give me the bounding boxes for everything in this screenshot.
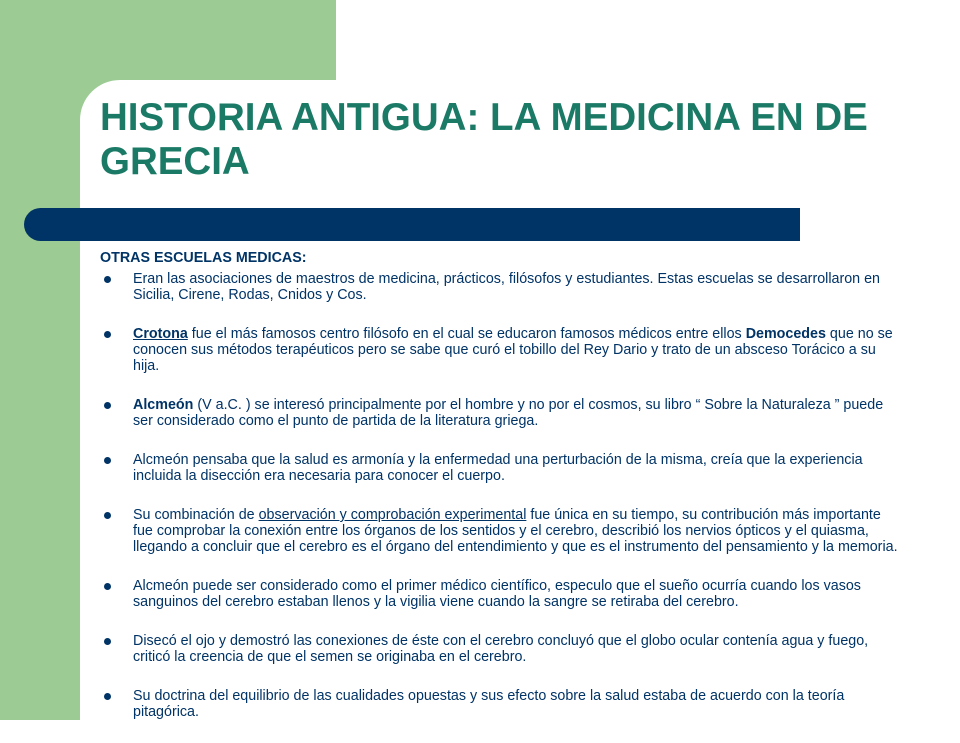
term-alcmeon: Alcmeón [133, 397, 194, 413]
bullet-item-5 [100, 507, 900, 555]
bullet-item-7 [100, 633, 900, 665]
bullet-item-3 [100, 397, 900, 429]
section-heading: OTRAS ESCUELAS MEDICAS: [100, 250, 307, 266]
bullet-item-8 [100, 688, 900, 720]
bullet-item-4 [100, 452, 900, 484]
bullet-text: Su combinación de [133, 507, 259, 523]
bullet-text: fue el más famosos centro filósofo en el cual se educaron famosos médicos entre ellos [187, 326, 746, 342]
bullet-item-2 [100, 326, 900, 374]
bullet-text: Su doctrina del equilibrio de las cualidades opuestas y sus efecto sobre la salud estaba de acuerdo con la teoría pitagórica. [133, 688, 845, 720]
bullet-text: que no se conocen sus métodos terapéuticos pero se sabe que curó el tobillo del Rey Dario y trato de un absceso Torácico a su hija. [133, 326, 893, 374]
bullet-text: Eran las asociaciones de maestros de medicina, prácticos, filósofos y estudiantes. Estas escuelas se desarrollaron en Sicilia, Cirene, Rodas, Cnidos y Cos. [133, 271, 880, 303]
term-democedes: Democedes [745, 326, 826, 342]
slide-body [100, 250, 900, 743]
slide-title: HISTORIA ANTIGUA: LA MEDICINA EN DE GRECIA [100, 96, 868, 183]
bullet-text: (V a.C. ) se interesó principalmente por el hombre y no por el cosmos, su libro “ Sobre la Naturaleza ” puede ser considerado como el punto de partida de la literatura griega. [133, 397, 884, 429]
underlined-phrase: observación y comprobación experimental [258, 507, 527, 523]
bullet-text: Alcmeón puede ser considerado como el primer médico científico, especulo que el sueño ocurría cuando los vasos sanguinos del cerebro estaban llenos y la vigilia viene cuando la sangre se retiraba del cerebro. [133, 578, 861, 610]
title-divider-bar [24, 208, 800, 241]
bullet-list [100, 271, 900, 720]
term-crotona: Crotona [133, 326, 188, 342]
bullet-item-6 [100, 578, 900, 610]
bullet-text: Alcmeón pensaba que la salud es armonía y la enfermedad una perturbación de la misma, creía que la experiencia incluida la disección era necesaria para conocer el cuerpo. [133, 452, 863, 484]
bullet-text: fue única en su tiempo, su contribución más importante fue comprobar la conexión entre los órganos de los sentidos y el cerebro, describió los nervios ópticos y el quiasma, llegando a concluir que el cerebro es el órgano del entendimiento y que es el instrumento del pensamiento y la memoria. [133, 507, 898, 555]
bullet-text: Disecó el ojo y demostró las conexiones de éste con el cerebro concluyó que el globo ocular contenía agua y fuego, criticó la creencia de que el semen se originaba en el cerebro. [133, 633, 869, 665]
bullet-item-1 [100, 271, 900, 303]
